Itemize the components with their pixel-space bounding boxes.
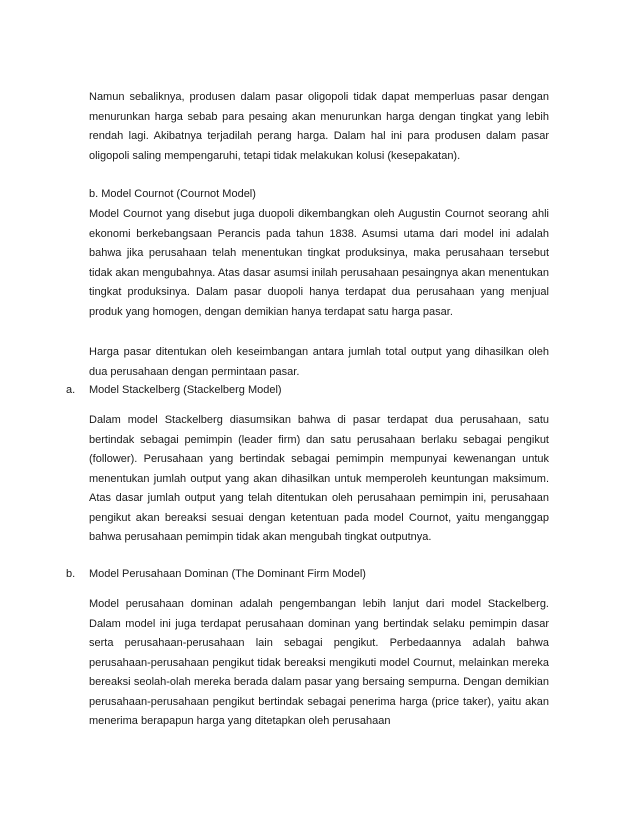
dominant-firm-heading: Model Perusahaan Dominan (The Dominant Firm Model) bbox=[89, 568, 366, 580]
paragraph-cournot bbox=[89, 205, 549, 322]
paragraph-text: Dalam model Stackelberg diasumsikan bahwa di pasar terdapat dua perusahaan, satu bertindak sebagai pemimpin (leader firm) dan satu perusahaan berlaku sebagai pengikut (follower). Perusahaan yang bertindak sebagai pemimpin mempunyai kewenangan untuk menentukan jumlah output yang akan dihasilkan untuk memperoleh keuntungan maksimum. Atas dasar jumlah output yang telah ditentukan oleh perusahaan pemimpin ini, perusahaan pengikut akan bereaksi sesuai dengan ketentuan pada model Cournot, yaitu menganggap bahwa perusahaan pemimpin tidak akan mengubah tingkat outputnya. bbox=[89, 414, 549, 543]
paragraph-dominant-firm bbox=[89, 595, 549, 732]
paragraph-market-price bbox=[89, 343, 549, 382]
paragraph-oligopoly bbox=[89, 88, 549, 166]
cournot-heading: b. Model Cournot (Cournot Model) bbox=[89, 188, 256, 200]
list-marker-a: a. bbox=[66, 384, 76, 396]
paragraph-text: Harga pasar ditentukan oleh keseimbangan antara jumlah total output yang dihasilkan oleh dua perusahaan dengan permintaan pasar. bbox=[89, 346, 549, 378]
list-marker-b: b. bbox=[66, 568, 76, 580]
paragraph-text: Namun sebaliknya, produsen dalam pasar oligopoli tidak dapat memperluas pasar dengan menurunkan harga sebab para pesaing akan menurunkan harga dengan tingkat yang lebih rendah lagi. Akibatnya terjadilah perang harga. Dalam hal ini para produsen dalam pasar oligopoli saling mempengaruhi, tetapi tidak melakukan kolusi (kesepakatan). bbox=[89, 91, 549, 162]
paragraph-stackelberg bbox=[89, 411, 549, 548]
stackelberg-heading: Model Stackelberg (Stackelberg Model) bbox=[89, 384, 282, 396]
paragraph-text: Model perusahaan dominan adalah pengembangan lebih lanjut dari model Stackelberg. Dalam model ini juga terdapat perusahaan dominan yang bertindak selaku pemimpin dasar serta perusahaan-perusahaan lain sebagai pengikut. Perbedaannya adalah bahwa perusahaan-perusahaan pengikut tidak bereaksi mengikuti model Cournut, melainkan mereka bereaksi seolah-olah mereka berada dalam pasar yang bersaing sempurna. Dengan demikian perusahaan-perusahaan pengikut bertindak sebagai penerima harga (price taker), yaitu akan menerima berapapun harga yang ditetapkan oleh perusahaan bbox=[89, 598, 549, 727]
paragraph-text: Model Cournot yang disebut juga duopoli dikembangkan oleh Augustin Cournot seorang ahli ekonomi berkebangsaan Perancis pada tahun 1838. Asumsi utama dari model ini adalah bahwa jika perusahaan telah menentukan tingkat produksinya, maka perusahaan tersebut tidak akan mengubahnya. Atas dasar asumsi inilah perusahaan pesaingnya akan menentukan tingkat produksinya. Dalam pasar duopoli hanya terdapat dua perusahaan yang menjual produk yang homogen, dengan demikian hanya terdapat satu harga pasar. bbox=[89, 208, 549, 318]
